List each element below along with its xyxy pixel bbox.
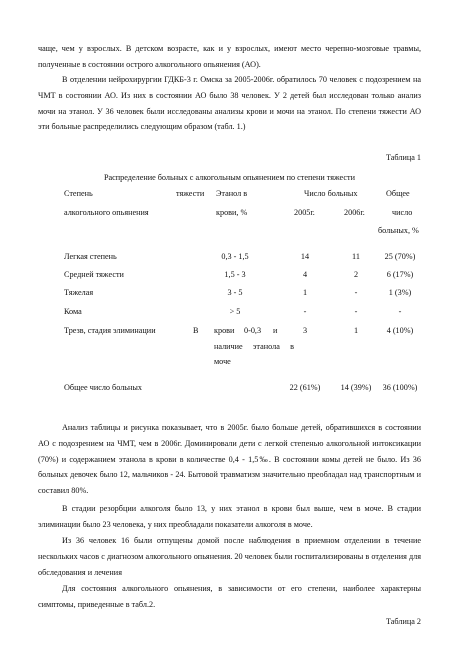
row-2005: - bbox=[303, 307, 307, 316]
row-degree: Средней тяжести bbox=[64, 270, 124, 279]
totals-2005: 22 (61%) bbox=[289, 383, 321, 392]
totals-total: 36 (100%) bbox=[382, 383, 418, 392]
row-total: - bbox=[398, 307, 402, 316]
row-2006: 11 bbox=[352, 252, 360, 261]
table1-caption: Распределение больных с алкогольным опьянением по степени тяжести bbox=[103, 173, 355, 182]
paragraph-analysis: Анализ таблицы и рисунка показывает, что в 2005г. было больше детей, обратившихся в состоянии АО с подозрением на ЧМТ, чем в 2006г. Доминировали дети с легкой степенью алкогольной интоксикации (70%) и содержанием этанола в крови в количестве 0,4 - 1,5‰. В состоянии комы детей не было. Из 36 больных девочек было 12, мальчиков - 24. Бытовой травматизм значительно преобладал над транспортным и составил 80%. bbox=[38, 423, 421, 496]
header-total-1: Общее bbox=[386, 189, 410, 198]
row-ethanol-word-2: крови bbox=[214, 326, 235, 335]
header-year-2006: 2006г. bbox=[344, 208, 365, 217]
row-total: 25 (70%) bbox=[384, 252, 416, 261]
row-2006: 1 bbox=[353, 326, 359, 335]
paragraph-outcome: Из 36 человек 16 были отпущены домой после наблюдения в приемном отделении в течение нескольких часов с диагнозом алкогольного опьянения. 20 человек были госпитализированы в отделения для обследования и лечения bbox=[38, 536, 421, 577]
row-total: 6 (17%) bbox=[386, 270, 414, 279]
totals-label: Общее число больных bbox=[64, 383, 143, 392]
header-ethanol-2: крови, % bbox=[216, 208, 248, 217]
header-year-2005: 2005г. bbox=[294, 208, 315, 217]
paragraph-symptoms: Для состояния алкогольного опьянения, в зависимости от его степени, наиболее характерны симптомы, приведенные в табл.2. bbox=[38, 584, 421, 609]
row-degree: Тяжелая bbox=[64, 288, 94, 297]
header-total-2: число bbox=[392, 208, 413, 217]
header-degree-3: алкогольного опьянения bbox=[64, 208, 149, 217]
row-ethanol: 3 - 5 bbox=[227, 288, 243, 297]
header-total-3: больных, % bbox=[378, 226, 419, 235]
row-ethanol: 0,3 - 1,5 bbox=[221, 252, 249, 261]
row-ethanol-word-3: 0-0,3 bbox=[244, 326, 262, 335]
row-ethanol-word-4: и bbox=[273, 326, 278, 335]
row-total: 1 (3%) bbox=[388, 288, 412, 297]
row-2005: 3 bbox=[302, 326, 308, 335]
row-2006: 2 bbox=[353, 270, 359, 279]
row-degree: Кома bbox=[64, 307, 82, 316]
row-ethanol-word-1: В bbox=[193, 326, 199, 335]
row-2005: 14 bbox=[300, 252, 310, 261]
header-degree-2: тяжести bbox=[176, 189, 205, 198]
row-ethanol: 1,5 - 3 bbox=[224, 270, 246, 279]
row-degree: Легкая степень bbox=[64, 252, 117, 261]
row-degree: Трезв, стадия элиминации bbox=[64, 326, 156, 335]
paragraph-resorption: В стадии резорбции алкоголя было 13, у них этанол в крови был выше, чем в моче. В стадии элиминации было 23 человека, у них преобладали показатели алкоголя в моче. bbox=[38, 504, 421, 529]
table1-label: Таблица 1 bbox=[385, 153, 421, 162]
header-degree-1: Степень bbox=[64, 189, 93, 198]
row-total: 4 (10%) bbox=[386, 326, 414, 335]
row-ethanol: > 5 bbox=[229, 307, 241, 316]
paragraph-department: В отделении нейрохирургии ГДКБ-3 г. Омска за 2005-2006г. обратилось 70 человек с подозрением на ЧМТ в состоянии АО. Из них в состоянии АО было 38 человек. У 2 детей был исследован только анализ мочи на этанол. У 36 человек были исследованы анализы крови и мочи на этанол. По степени тяжести АО эти больные распределились следующим образом (табл. 1.) bbox=[38, 75, 421, 132]
totals-2006: 14 (39%) bbox=[340, 383, 372, 392]
header-patient-count: Число больных bbox=[304, 189, 358, 198]
row-2005: 1 bbox=[302, 288, 308, 297]
table2-label: Таблица 2 bbox=[385, 617, 421, 626]
paragraph-intro: чаще, чем у взрослых. В детском возрасте, как и у взрослых, имеют место черепно-мозговые травмы, полученные в состоянии острого алкогольного опьянения (АО). bbox=[38, 44, 421, 69]
row-2006: - bbox=[354, 288, 358, 297]
row-ethanol-line-2: наличие этанола в bbox=[214, 342, 294, 351]
header-ethanol-1: Этанол в bbox=[216, 189, 248, 198]
row-2006: - bbox=[354, 307, 358, 316]
row-2005: 4 bbox=[302, 270, 308, 279]
row-ethanol-line-3: моче bbox=[214, 357, 231, 366]
